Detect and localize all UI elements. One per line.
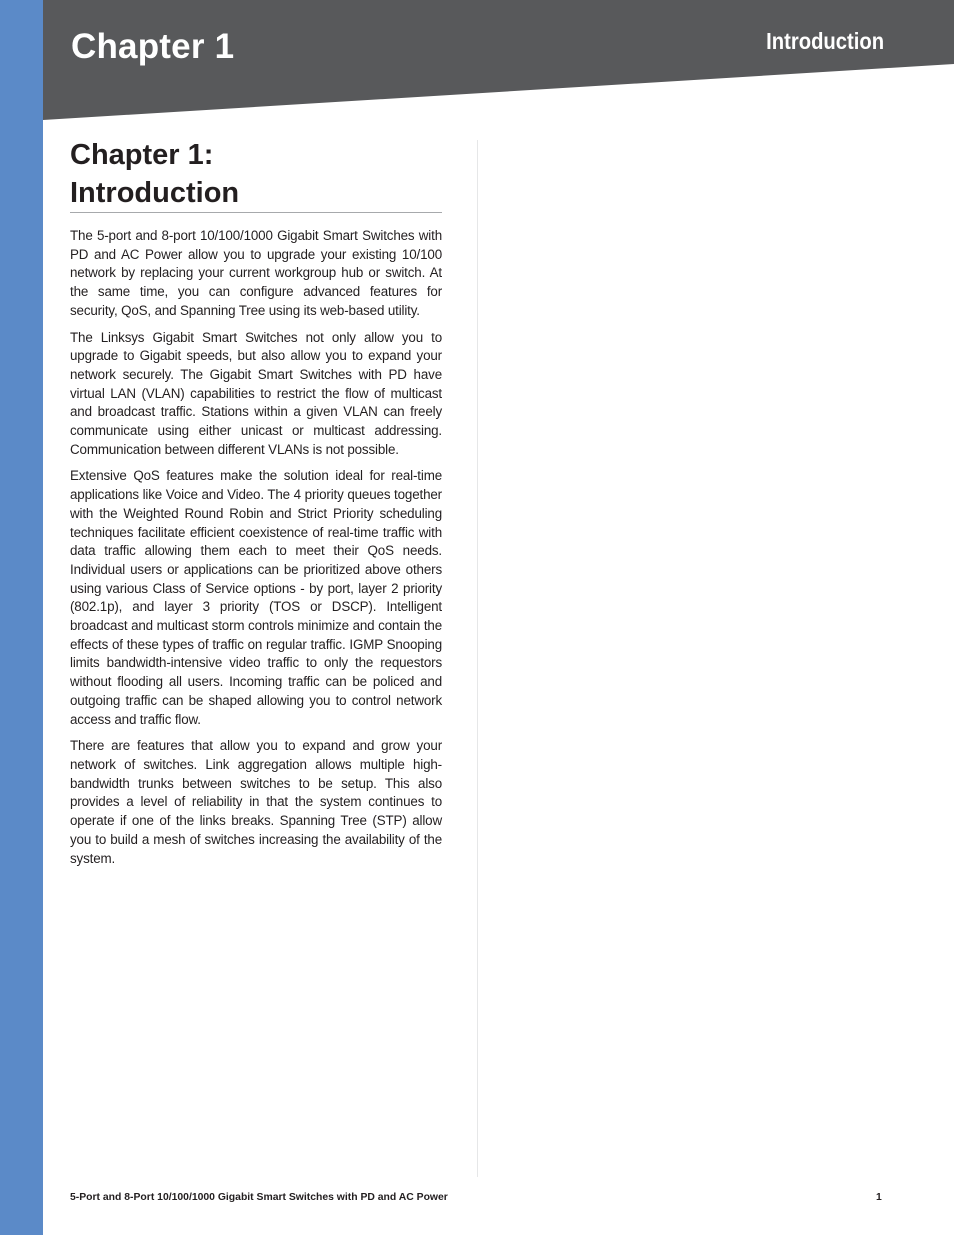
section-label: Introduction (765, 28, 884, 54)
chapter-label: Chapter 1 (71, 27, 235, 66)
paragraph-expansion: There are features that allow you to expand and grow your network of switches. Link aggregation allows multiple high-bandwidth trunks between switches to be setup. This also provides a level of reliability in that the system continues to operate if one of the links breaks. Spanning Tree (STP) allow you to build a mesh of switches increasing the availability of the system. (70, 738, 442, 866)
column-divider (477, 140, 478, 1177)
page-title (70, 136, 442, 212)
footer-product-name: 5-Port and 8-Port 10/100/1000 Gigabit Smart Switches with PD and AC Power (70, 1192, 448, 1203)
page-title-line-2: Introduction (70, 177, 240, 209)
title-underline (70, 212, 442, 213)
left-column (70, 136, 442, 876)
side-color-band (0, 0, 43, 1235)
paragraph-vlan: The Linksys Gigabit Smart Switches not only allow you to upgrade to Gigabit speeds, but also allow you to expand your network securely. The Gigabit Smart Switches with PD have virtual LAN (VLAN) capabilities to restrict the flow of multicast and broadcast traffic. Stations within a given VLAN can freely communicate using either unicast or multicast addressing. Communication between different VLANs is not possible. (70, 329, 442, 457)
page-number: 1 (876, 1192, 882, 1203)
paragraph-qos: Extensive QoS features make the solution ideal for real-time applications like Voice and Video. The 4 priority queues together with the Weighted Round Robin and Strict Priority scheduling techniques facilitate efficient coexistence of real-time traffic with data traffic allowing them each to meet their QoS needs. Individual users or applications can be prioritized above others using various Class of Service options - by port, layer 2 priority (802.1p), and layer 3 priority (TOS or DSCP). Intelligent broadcast and multicast storm controls minimize and contain the effects of these types of traffic on regular traffic. IGMP Snooping limits bandwidth-intensive video traffic to only the requestors without flooding all users. Incoming traffic can be policed and outgoing traffic can be shaped allowing you to control network access and traffic flow. (70, 468, 442, 727)
paragraph-intro: The 5-port and 8-port 10/100/1000 Gigabit Smart Switches with PD and AC Power allow you to upgrade your existing 10/100 network by replacing your current workgroup hub or switch. At the same time, you can configure advanced features for security, QoS, and Spanning Tree using its web-based utility. (70, 228, 442, 318)
page-title-line-1: Chapter 1: (70, 139, 214, 171)
